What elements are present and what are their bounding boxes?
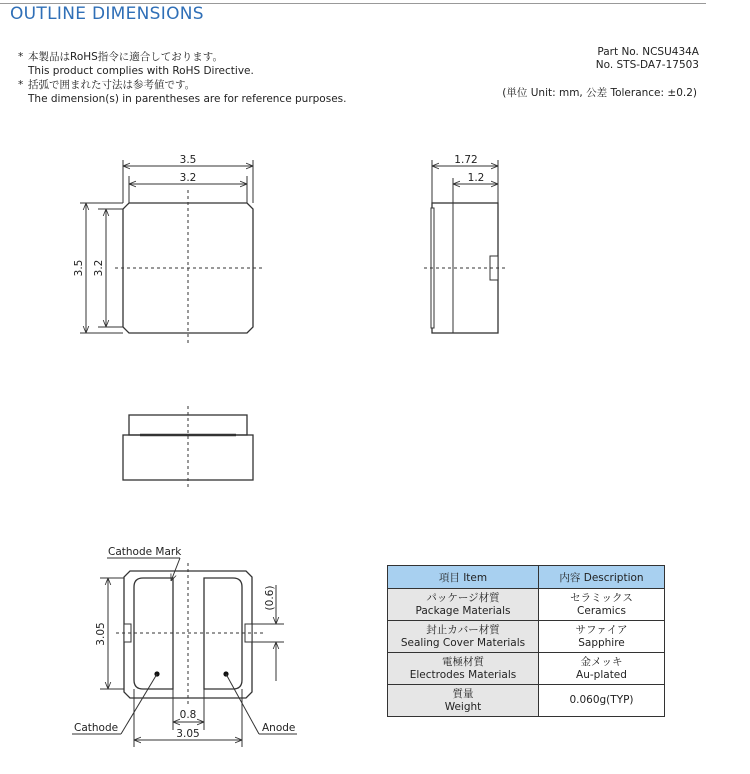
page-title: OUTLINE DIMENSIONS [10, 4, 204, 24]
part-number: Part No. NCSU434A [597, 46, 699, 58]
dim-bottom-height: 3.05 [95, 622, 107, 646]
note-2-en: The dimension(s) in parentheses are for reference purposes. [28, 93, 347, 105]
table-cell-item: 質量 Weight [388, 685, 539, 717]
dim-bottom-ref: (0.6) [264, 585, 276, 611]
table-row [388, 589, 665, 621]
table-cell-description: セラミックス Ceramics [539, 589, 665, 621]
table-header-item: 項目 Item [388, 566, 539, 589]
table-header-description: 内容 Description [539, 566, 665, 589]
dim-side-outer: 1.72 [454, 154, 478, 166]
note-1-ja: * 本製品はRoHS指令に適合しております。 [18, 51, 223, 63]
anode-label: Anode [262, 722, 296, 734]
materials-table [387, 565, 665, 717]
unit-tolerance: (単位 Unit: mm, 公差 Tolerance: ±0.2) [502, 87, 697, 99]
dim-side-inner: 1.2 [467, 172, 485, 184]
table-cell-description: サファイア Sapphire [539, 621, 665, 653]
dim-top-outer-width: 3.5 [179, 154, 197, 166]
dim-top-inner-width: 3.2 [179, 172, 197, 184]
document-number: No. STS-DA7-17503 [595, 59, 699, 71]
front-view [123, 406, 253, 487]
table-cell-item: パッケージ材質 Package Materials [388, 589, 539, 621]
note-1-en: This product complies with RoHS Directive. [28, 65, 254, 77]
dim-top-inner-height: 3.2 [93, 259, 105, 277]
table-cell-item: 電極材質 Electrodes Materials [388, 653, 539, 685]
table-cell-description: 0.060g(TYP) [539, 685, 665, 717]
top-view [73, 154, 262, 345]
cathode-label: Cathode [74, 722, 119, 734]
table-row [388, 653, 665, 685]
dim-bottom-width: 3.05 [176, 728, 200, 740]
note-2-ja: * 括弧で囲まれた寸法は参考値です。 [18, 79, 196, 91]
table-row [388, 685, 665, 717]
table-row [388, 621, 665, 653]
side-view [424, 154, 506, 333]
dim-top-outer-height: 3.5 [73, 259, 85, 277]
dim-bottom-gap: 0.8 [179, 709, 197, 721]
bottom-view [72, 546, 297, 747]
table-cell-description: 金メッキ Au-plated [539, 653, 665, 685]
cathode-mark-label: Cathode Mark [108, 546, 182, 558]
table-cell-item: 封止カバー材質 Sealing Cover Materials [388, 621, 539, 653]
table-header-row [388, 566, 665, 589]
